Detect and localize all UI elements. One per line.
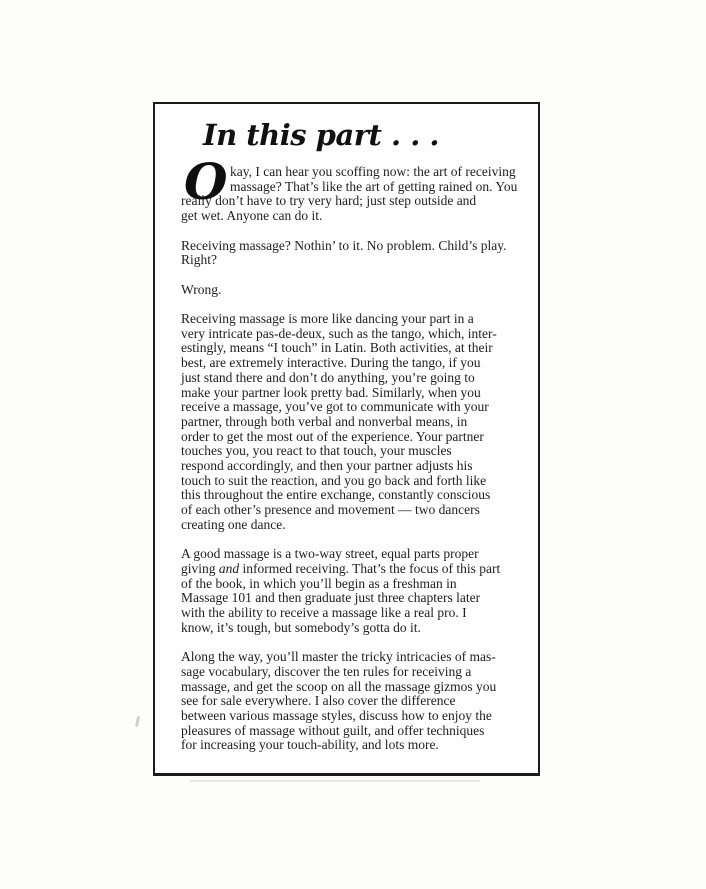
text-line: of each other’s presence and movement — two dancers	[181, 502, 480, 518]
text-line: of the book, in which you’ll begin as a freshman in	[181, 575, 457, 591]
text-line: make your partner look pretty bad. Similarly, when you	[181, 384, 481, 400]
part-intro-box	[153, 102, 540, 776]
text-line: Receiving massage is more like dancing your part in a	[181, 310, 474, 326]
text-line: get wet. Anyone can do it.	[181, 208, 323, 224]
text-line: with the ability to receive a massage like a real pro. I	[181, 605, 467, 621]
text-line: very intricate pas-de-deux, such as the tango, which, inter-	[181, 325, 497, 341]
scan-artifact-smudge	[190, 780, 480, 782]
text-line: sage vocabulary, discover the ten rules for receiving a	[181, 663, 472, 679]
part-heading: In this part . . .	[203, 118, 439, 152]
text-line: order to get the most out of the experience. Your partner	[181, 428, 484, 444]
text-line: just stand there and don’t do anything, you’re going to	[181, 369, 475, 385]
paragraph-5	[181, 547, 525, 635]
paragraph-3	[181, 283, 525, 298]
text-line: pleasures of massage without guilt, and offer techniques	[181, 722, 485, 738]
text-line: kay, I can hear you scoffing now: the art of receiving	[230, 164, 516, 179]
text-line: giving	[181, 560, 219, 576]
drop-cap: O	[184, 152, 228, 211]
text-line: Massage 101 and then graduate just three chapters later	[181, 590, 481, 606]
paragraph-6	[181, 650, 525, 753]
text-line: massage? That’s like the art of getting rained on. You	[230, 178, 518, 194]
part-intro-content	[155, 104, 538, 753]
text-line: Right?	[181, 252, 217, 268]
text-line: best, are extremely interactive. During the tango, if you	[181, 355, 481, 371]
text-line: Along the way, you’ll master the tricky intricacies of mas-	[181, 649, 496, 665]
text-line: partner, through both verbal and nonverbal means, in	[181, 413, 468, 429]
text-line: really don’t have to try very hard; just step outside and	[181, 193, 477, 209]
text-line: touches you, you react to that touch, your muscles	[181, 443, 452, 459]
paragraph-2	[181, 239, 525, 268]
text-line: between various massage styles, discuss how to enjoy the	[181, 707, 492, 723]
part-intro-text	[181, 152, 525, 753]
emphasis-text: and	[218, 560, 240, 576]
paragraph-1	[181, 152, 525, 224]
text-line: A good massage is a two-way street, equal parts proper	[181, 546, 479, 562]
text-line: massage, and get the scoop on all the massage gizmos you	[181, 678, 497, 694]
text-line: for increasing your touch-ability, and lots more.	[181, 737, 439, 753]
text-line: receive a massage, you’ve got to communicate with your	[181, 399, 489, 415]
paragraph-4	[181, 312, 525, 533]
scan-artifact-tick	[135, 716, 140, 727]
text-line: touch to suit the reaction, and you go back and forth like	[181, 472, 487, 488]
text-line: creating one dance.	[181, 516, 286, 532]
text-line: Receiving massage? Nothin’ to it. No problem. Child’s play.	[181, 237, 507, 253]
text-line: know, it’s tough, but somebody’s gotta do it.	[181, 619, 421, 635]
text-line: estingly, means “I touch” in Latin. Both activities, at their	[181, 340, 493, 356]
text-line: respond accordingly, and then your partner adjusts his	[181, 458, 473, 474]
text-line: informed receiving. That’s the focus of this part	[239, 560, 501, 576]
text-line: this throughout the entire exchange, constantly conscious	[181, 487, 491, 503]
text-line: Wrong.	[181, 281, 222, 297]
text-line: see for sale everywhere. I also cover the difference	[181, 693, 456, 709]
